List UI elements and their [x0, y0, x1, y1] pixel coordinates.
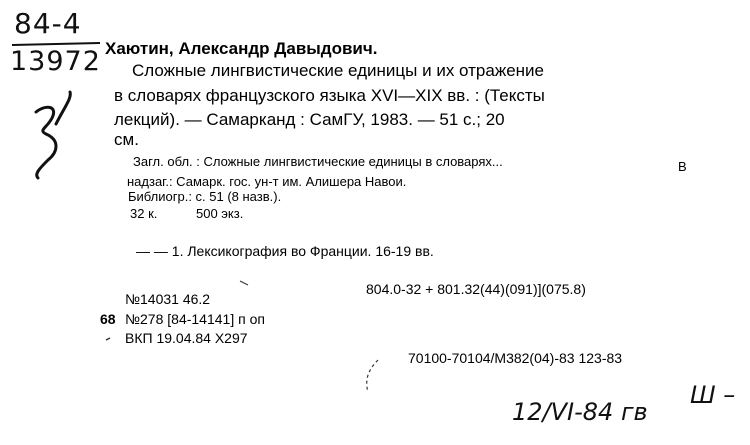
author-heading: Хаютин, Александр Давыдович. [105, 39, 378, 58]
title-line-4: см. [114, 130, 139, 149]
vkp-line: ВКП 19.04.84 Х297 [125, 330, 248, 346]
handwritten-date-note: 12/VI-84 гв [512, 398, 648, 426]
notes-header: надзаг.: Самарк. гос. ун-т им. Алишера Навои. [127, 174, 407, 189]
series-number: 68 [100, 311, 116, 327]
record-number: №14031 46.2 [125, 291, 211, 307]
notes-cover-title-cont: В [678, 159, 687, 174]
handwritten-call-number-bottom: 13972 [10, 46, 101, 77]
handwritten-initial: Ш – [690, 381, 736, 409]
udc-classification: 804.0-32 + 801.32(44)(091)](075.8) [366, 281, 586, 297]
index-line: 70100-70104/М382(04)-83 123-83 [408, 350, 623, 366]
title-line-2: в словарях французского языка XVI—XIX вв. : (Тексты [114, 86, 545, 105]
notes-print-run: 500 экз. [196, 206, 244, 221]
notes-bibliography: Библиогр.: с. 51 (8 назв.). [128, 189, 282, 204]
handwritten-call-number-top: 84-4 [14, 7, 82, 40]
title-line-3: лекций). — Самарканд : СамГУ, 1983. — 51 с.; 20 [114, 110, 505, 129]
notes-price: 32 к. [130, 206, 158, 221]
order-line: №278 [84-14141] п оп [125, 311, 265, 327]
title-line-1: Сложные лингвистические единицы и их отражение [132, 61, 544, 80]
subject-heading: — — 1. Лексикография во Франции. 16-19 вв. [136, 243, 434, 259]
notes-cover-title: Загл. обл. : Сложные лингвистические единицы в словарях... [133, 154, 503, 169]
